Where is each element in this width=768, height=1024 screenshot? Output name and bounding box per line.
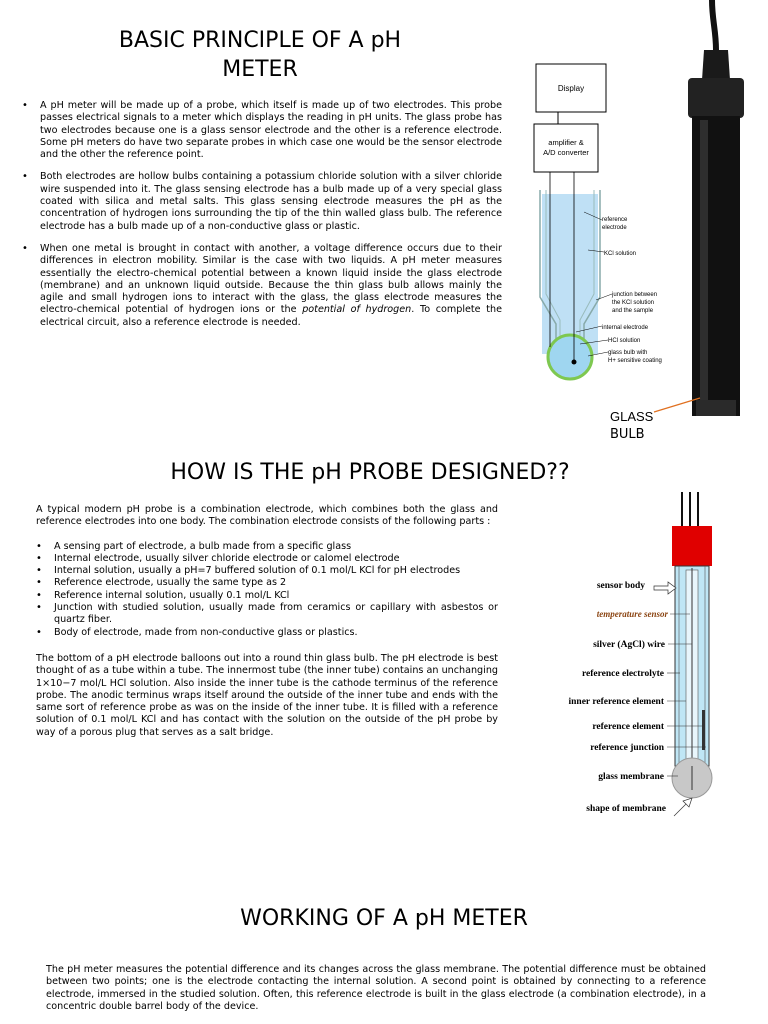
label-junction: and the sample [612,308,654,314]
probe-body [692,116,740,416]
label-junction: the KCl solution [612,300,655,306]
label-sensor-body: sensor body [596,581,645,591]
label-glass-bulb: H+ sensitive coating [608,358,662,364]
probe-cap [688,78,744,118]
bullet-item: • Both electrodes are hollow bulbs containing a potassium chloride solution with a silver chloride wire suspended into it. The glass sensing electrode has a bulb made up of a very special glass coated with silica and metal salts. This glass sensing electrode measures the pH as the concentration of hydrogen ions surrounding the tip of the thin walled glass bulb. The reference electrode has a bulb made up of a non-conductive glass or plastic. [22,171,502,232]
section-title: WORKING OF A pH METER [240,906,528,931]
bullet-text: . To complete the electrical circuit, also a reference electrode is needed. [40,304,502,328]
display-label: Display [557,84,585,93]
label-reference-electrode: reference [602,217,628,223]
section-working [0,882,768,1024]
label-hcl-solution: HCl solution [608,338,641,344]
probe-cable [712,0,716,50]
section-title [60,26,460,84]
probe-cap [672,526,712,566]
label-reference-electrolyte: reference electrolyte [581,669,664,679]
title-line: METER [222,57,298,82]
label-glass-bulb: glass bulb with [608,350,648,356]
label-reference-electrode: electrode [602,225,627,231]
design-paragraph: The bottom of a pH electrode balloons out into a round thin glass bulb. The pH electrode is best thought of as a tube within a tube. The innermost tube (the inner tube) contains an unchanging 1×10−7 mol/L HCl solution. Also inside the inner tube is the cathode terminus of the reference probe. The anodic terminus wraps itself around the outside of the inner tube and ends with the same sort of reference probe as was on the inside of the inner tube. It is filled with a reference solution of 0.1 mol/L KCl and has contact with the solution on the outside of the pH probe by way of a porous plug that serves as a salt bridge. [36,652,498,738]
label-shape-of-membrane: shape of membrane [586,804,666,814]
label-reference-element: reference element [592,722,664,732]
label-reference-junction: reference junction [590,743,664,753]
label-glass-membrane: glass membrane [598,772,664,782]
glass-bulb [548,335,592,379]
label-silver-wire: silver (AgCl) wire [593,640,665,650]
label-temperature-sensor: temperature sensor [596,609,668,619]
part-item: • Reference electrode, usually the same type as 2 [36,577,498,589]
working-paragraph: The pH meter measures the potential difference and its changes across the glass membrane. The potential difference must be obtained between two points; one is the electrode contacting the internal solution. A second point is obtained by connecting to a reference electrode, immersed in the studied solution. Often, this reference electrode is built in the glass electrode (a combination electrode), in a concentric double barrel body of the device. [46,964,706,1012]
reference-element [702,710,705,750]
bullet-item [22,243,502,329]
kcl-solution [542,194,598,354]
bulb-label-clipped: BULB [610,428,645,440]
probe-design-text [36,504,498,739]
part-item: • Body of electrode, made from non-conductive glass or plastics. [36,627,498,639]
principle-bullets [22,100,502,339]
sensor-body-arrow [654,582,676,594]
amp-label: amplifier & [548,138,584,147]
part-item: • Internal electrode, usually silver chloride electrode or calomel electrode [36,553,498,565]
part-item: • A sensing part of electrode, a bulb made from a specific glass [36,541,498,553]
label-internal-electrode: internal electrode [602,325,649,331]
probe-strain-relief [702,50,730,80]
intro-paragraph: A typical modern pH probe is a combination electrode, which combines both the glass and reference electrodes into one body. The combination electrode consists of the following parts : [36,504,498,528]
part-item: • Reference internal solution, usually 0.1 mol/L KCl [36,590,498,602]
ph-probe-photo [600,0,768,440]
glass-label: GLASS [610,409,654,424]
title-line: BASIC PRINCIPLE OF A pH [118,28,402,53]
part-item: • Junction with studied solution, usually made from ceramics or capillary with asbestos or quartz fiber. [36,602,498,627]
parts-list [36,541,498,639]
label-junction: junction between [612,292,658,298]
combination-probe-diagram [530,490,762,830]
part-item: • Internal solution, usually a pH=7 buffered solution of 0.1 mol/L KCl for pH electrodes [36,565,498,577]
electrode-tip [572,360,577,365]
bullet-text: When one metal is brought in contact with another, a voltage difference occurs due to their differences in electron mobility. Similar is the case with two liquids. A pH meter measures essentially the electro-chemical potential between a known liquid inside the glass electrode (membrane) and an unknown liquid outside. Because the thin glass bulb allows mainly the agile and small hydrogen ions to interact with the glass, the glass electrode measures the electro-chemical potential of hydrogen ions or the [40,242,502,316]
label-kcl-solution: KCl solution [604,251,637,257]
label-inner-reference: inner reference element [568,697,664,707]
bullet-item: • A pH meter will be made up of a probe, which itself is made up of two electrodes. This probe passes electrical signals to a meter which displays the reading in pH units. The glass probe has two electrodes because one is a glass sensor electrode and the other is a reference electrode. Some pH meters do have two separate probes in which case one would be the sensor electrode and the other the reference point. [22,100,502,161]
section-basic-principle [0,0,768,440]
bullet-italic: potential of hydrogen [302,304,412,316]
amp-label: A/D converter [543,148,589,157]
section-probe-design [0,440,768,882]
shape-arrow [674,798,692,816]
section-title: HOW IS THE pH PROBE DESIGNED?? [170,460,570,485]
